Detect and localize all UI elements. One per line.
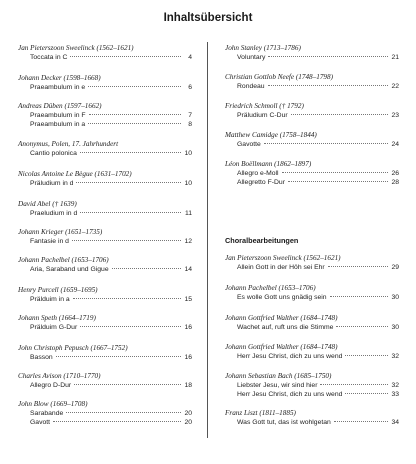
piece-title: Allegro D-Dur <box>30 382 72 389</box>
dot-leader <box>336 326 388 327</box>
toc-entry <box>225 44 399 62</box>
dot-leader <box>345 355 388 356</box>
composer-name: Johann Pachelbel (1653–1706) <box>225 284 316 292</box>
toc-entry <box>225 131 399 149</box>
piece-row <box>225 169 399 178</box>
page-number: 33 <box>391 391 399 398</box>
piece-row <box>18 209 192 218</box>
page-number: 28 <box>391 179 399 186</box>
page-number: 29 <box>391 264 399 271</box>
piece-row <box>225 178 399 187</box>
piece-row <box>225 390 399 399</box>
piece-title: Gavotte <box>237 141 261 148</box>
dot-leader <box>268 56 388 57</box>
piece-title: Prälduim G-Dur <box>30 324 78 331</box>
composer-name: John Stanley (1713–1786) <box>225 44 301 52</box>
composer-name: Léon Boëllmann (1862–1897) <box>225 160 312 168</box>
piece-title: Gavott <box>30 419 51 426</box>
piece-row <box>225 140 399 149</box>
piece-row <box>18 295 192 304</box>
dot-leader <box>345 393 388 394</box>
composer-name: Johann Gottfried Walther (1684–1748) <box>225 343 338 351</box>
page-number: 18 <box>184 382 192 389</box>
composer-name: Johann Pachelbel (1653–1706) <box>18 256 109 264</box>
page-number: 30 <box>391 294 399 301</box>
toc-entry <box>18 200 192 218</box>
page-number: 10 <box>184 180 192 187</box>
piece-row <box>18 265 192 274</box>
toc-entry <box>225 254 399 272</box>
dot-leader <box>291 114 388 115</box>
composer-name: Anonymus, Polen, 17. Jahrhundert <box>18 140 119 148</box>
toc-entry <box>18 170 192 188</box>
piece-row <box>18 418 192 427</box>
dot-leader <box>80 152 181 153</box>
composer-name: Johann Speth (1664–1719) <box>18 314 96 322</box>
composer-name: Henry Purcell (1659–1695) <box>18 286 98 294</box>
piece-title: Basson <box>30 354 53 361</box>
piece-row <box>225 111 399 120</box>
piece-title: Wachet auf, ruft uns die Stimme <box>237 324 334 331</box>
page-title: Inhaltsübersicht <box>163 12 253 24</box>
piece-title: Rondeau <box>237 83 265 90</box>
composer-name: Johann Sebastian Bach (1685–1750) <box>225 372 332 380</box>
dot-leader <box>88 123 181 124</box>
composer-name: Nicolas Antoine Le Bègue (1631–1702) <box>18 170 132 178</box>
toc-entry <box>18 400 192 427</box>
page-number: 16 <box>184 324 192 331</box>
page-number: 32 <box>391 353 399 360</box>
page-number: 10 <box>184 150 192 157</box>
dot-leader <box>70 56 181 57</box>
piece-row <box>225 323 399 332</box>
piece-title: Herr Jesu Christ, dich zu uns wend <box>237 353 343 360</box>
composer-name: Friedrich Schmoll († 1792) <box>225 102 304 110</box>
piece-title: Sarabande <box>30 410 64 417</box>
piece-row <box>18 83 192 92</box>
piece-title: Es wolle Gott uns gnädig sein <box>237 294 327 301</box>
piece-title: Aria, Saraband und Gigue <box>30 266 109 273</box>
dot-leader <box>56 356 181 357</box>
piece-row <box>18 149 192 158</box>
piece-row <box>225 352 399 361</box>
piece-title: Praeambulum in F <box>30 112 86 119</box>
page-number: 6 <box>188 84 192 91</box>
toc-entry <box>18 344 192 362</box>
piece-title: Prälduim in a <box>30 296 70 303</box>
piece-title: Praeludium in d <box>30 210 78 217</box>
toc-entry <box>225 314 399 332</box>
piece-row <box>225 381 399 390</box>
piece-row <box>225 263 399 272</box>
toc-entry <box>225 343 399 361</box>
dot-leader <box>80 212 181 213</box>
piece-title: Allein Gott in der Höh sei Ehr <box>237 264 325 271</box>
piece-title: Praeambulum in a <box>30 121 86 128</box>
page-number: 11 <box>184 210 192 217</box>
dot-leader <box>88 86 181 87</box>
toc-entry <box>18 140 192 158</box>
composer-name: John Blow (1669–1708) <box>18 400 88 408</box>
piece-row <box>18 353 192 362</box>
page-number: 16 <box>184 354 192 361</box>
toc-entry <box>18 256 192 274</box>
composer-name: David Abel († 1639) <box>18 200 77 208</box>
piece-title: Präludium C-Dur <box>237 112 288 119</box>
piece-title: Cantio polonica <box>30 150 77 157</box>
piece-title: Toccata in C <box>30 54 68 61</box>
piece-title: Präludium in d <box>30 180 74 187</box>
dot-leader <box>89 114 181 115</box>
dot-leader <box>112 268 181 269</box>
page-number: 24 <box>391 141 399 148</box>
piece-title: Was Gott tut, das ist wohlgetan <box>237 419 331 426</box>
piece-title: Liebster Jesu, wir sind hier <box>237 382 318 389</box>
dot-leader <box>282 172 388 173</box>
piece-row <box>18 381 192 390</box>
page-number: 4 <box>188 54 192 61</box>
page-number: 20 <box>184 419 192 426</box>
page-number: 20 <box>184 410 192 417</box>
piece-title: Fantasie in d <box>30 238 69 245</box>
dot-leader <box>66 412 181 413</box>
composer-name: Johann Decker (1598–1668) <box>18 74 101 82</box>
toc-entry <box>225 102 399 120</box>
piece-title: Allegro e-Moll <box>237 170 279 177</box>
dot-leader <box>328 266 388 267</box>
composer-name: Andreas Düben (1597–1662) <box>18 102 102 110</box>
piece-row <box>225 82 399 91</box>
page-number: 22 <box>391 83 399 90</box>
dot-leader <box>330 296 388 297</box>
toc-entry <box>18 44 192 62</box>
piece-row <box>18 111 192 120</box>
piece-row <box>18 179 192 188</box>
toc-entry <box>18 74 192 92</box>
page-number: 14 <box>184 266 192 273</box>
piece-row <box>18 53 192 62</box>
piece-row <box>225 53 399 62</box>
composer-name: Jan Pieterszoon Sweelinck (1562–1621) <box>225 254 341 262</box>
dot-leader <box>320 384 388 385</box>
piece-row <box>18 323 192 332</box>
composer-name: Matthew Camidge (1758–1844) <box>225 131 317 139</box>
page-number: 23 <box>391 112 399 119</box>
piece-row <box>225 293 399 302</box>
page-number: 21 <box>391 54 399 61</box>
dot-leader <box>73 298 181 299</box>
toc-entry <box>18 228 192 246</box>
piece-row <box>18 237 192 246</box>
page-number: 15 <box>184 296 192 303</box>
dot-leader <box>268 85 388 86</box>
toc-entry <box>18 286 192 304</box>
column-divider <box>207 42 208 438</box>
page-number: 34 <box>391 419 399 426</box>
dot-leader <box>76 182 181 183</box>
page-number: 8 <box>188 121 192 128</box>
section-heading-choral: Choralbearbeitungen <box>225 236 299 245</box>
composer-name: Johann Krieger (1651–1735) <box>18 228 103 236</box>
toc-entry <box>225 73 399 91</box>
toc-entry <box>225 409 399 427</box>
page-number: 12 <box>184 238 192 245</box>
piece-row <box>18 120 192 129</box>
piece-row <box>225 418 399 427</box>
dot-leader <box>264 143 388 144</box>
composer-name: Johann Gottfried Walther (1684–1748) <box>225 314 338 322</box>
composer-name: Jan Pieterszoon Sweelinck (1562–1621) <box>18 44 134 52</box>
toc-entry <box>225 160 399 187</box>
piece-title: Herr Jesu Christ, dich zu uns wend <box>237 391 343 398</box>
composer-name: Franz Liszt (1811–1885) <box>225 409 296 417</box>
piece-title: Voluntary <box>237 54 266 61</box>
composer-name: John Christoph Pepusch (1667–1752) <box>18 344 128 352</box>
dot-leader <box>288 181 388 182</box>
toc-entry <box>18 314 192 332</box>
composer-name: Christian Gottlob Neefe (1748–1798) <box>225 73 334 81</box>
page-number: 32 <box>391 382 399 389</box>
toc-entry <box>18 372 192 390</box>
toc-entry <box>225 284 399 302</box>
page-number: 30 <box>391 324 399 331</box>
composer-name: Charles Avison (1710–1770) <box>18 372 101 380</box>
piece-title: Praeambulum in e <box>30 84 86 91</box>
page-number: 7 <box>188 112 192 119</box>
page-number: 26 <box>391 170 399 177</box>
dot-leader <box>53 421 181 422</box>
dot-leader <box>334 421 388 422</box>
toc-entry <box>18 102 192 129</box>
piece-title: Allegretto F-Dur <box>237 179 285 186</box>
toc-entry <box>225 372 399 399</box>
dot-leader <box>74 384 181 385</box>
piece-row <box>18 409 192 418</box>
dot-leader <box>80 326 181 327</box>
dot-leader <box>72 240 181 241</box>
